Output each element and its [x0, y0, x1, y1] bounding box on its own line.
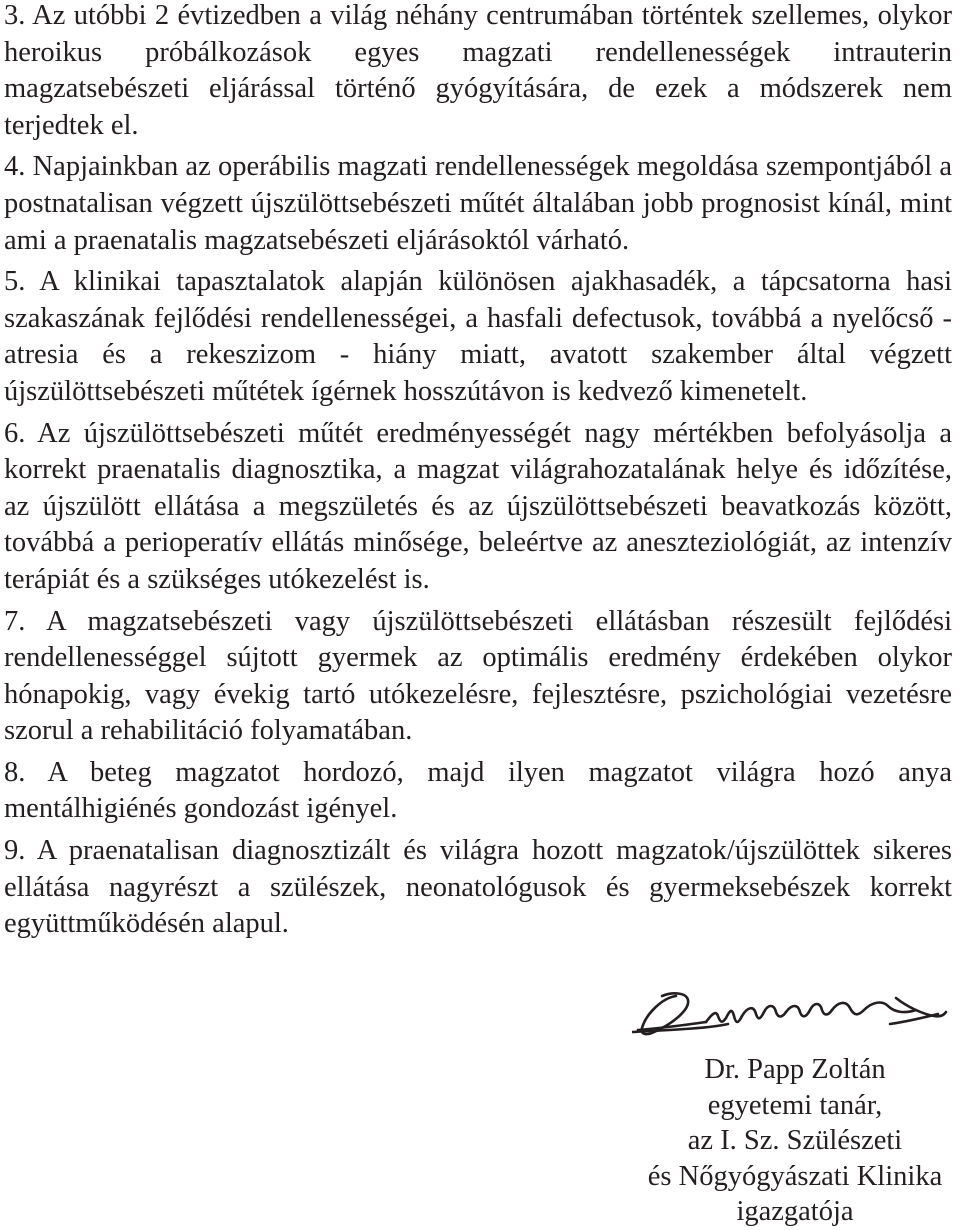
signer-role: igazgatója — [736, 1196, 854, 1227]
item-text: A magzatsebészeti vagy újszülöttsebészeti ellátásban részesült fejlődési rendellenességgel sújtott gyermek az optimális eredmény érdekében olykor hónapokig, vagy évekig tartó utókezelésre, fejlesztésre, pszichológiai vezetésre szorul a rehabilitáció folyamatában. — [4, 605, 952, 747]
list-item — [4, 264, 952, 410]
item-text: A klinikai tapasztalatok alapján különösen ajakhasadék, a tápcsatorna hasi szakaszának fejlődési rendellenességei, a hasfali defectusok, továbbá a nyelőcső - atresia és a rekeszizom - hiány miatt, avatott szakember által végzett újszülöttsebészeti műtétek ígérnek hosszútávon is kedvező kimenetelt. — [4, 266, 952, 407]
item-number: 8. — [4, 756, 26, 788]
list-item — [4, 833, 952, 943]
list-item — [4, 149, 952, 259]
numbered-list — [4, 0, 952, 948]
item-text: Napjainkban az operábilis magzati rendellenességek megoldása szempontjából a postnatalisan végzett újszülöttsebészeti műtét általában jobb prognosist kínál, mint ami a praenatalis magzatsebészeti eljárásoktól várható. — [4, 151, 952, 256]
signoff-block — [600, 1052, 960, 1230]
item-text: Az újszülöttsebészeti műtét eredményességét nagy mértékben befolyásolja a korrekt praenatalis diagnosztika, a magzat világrahozatalának helye és időzítése, az újszülött ellátása a megszületés és az újszülöttsebészeti beavatkozás között, továbbá a perioperatív ellátás minősége, beleértve az aneszteziológiát, az intenzív terápiát és a szükséges utókezelést is. — [4, 417, 952, 595]
list-item — [4, 755, 952, 828]
item-text: A praenatalisan diagnosztizált és világra hozott magzatok/újszülöttek sikeres ellátása nagyrészt a szülészek, neonatológusok és gyermeksebészek korrekt együttműködésén alapul. — [4, 835, 952, 940]
signer-name: Dr. Papp Zoltán — [704, 1054, 886, 1085]
handwritten-signature-icon — [632, 984, 952, 1044]
list-item — [4, 416, 952, 599]
item-number: 3. — [4, 0, 26, 31]
item-text: A beteg magzatot hordozó, majd ilyen magzatot világra hozó anya mentálhigiénés gondozást igényel. — [4, 756, 952, 825]
item-text: Az utóbbi 2 évtizedben a világ néhány centrumában történtek szellemes, olykor heroikus próbálkozások egyes magzati rendellenességek intrauterin magzatsebészeti eljárással történő gyógyítására, de ezek a módszerek nem terjedtek el. — [4, 0, 952, 141]
signer-title: egyetemi tanár, — [707, 1089, 883, 1121]
item-number: 9. — [4, 835, 26, 867]
list-item — [4, 0, 952, 144]
item-number: 6. — [4, 417, 26, 449]
signer-institution-line2: és Nőgyógyászati Klinika — [647, 1160, 943, 1192]
item-number: 4. — [4, 151, 26, 183]
signature — [632, 984, 952, 1044]
item-number: 5. — [4, 266, 26, 298]
list-item — [4, 604, 952, 750]
item-number: 7. — [4, 605, 26, 637]
signer-institution-line1: az I. Sz. Szülészeti — [687, 1125, 903, 1156]
